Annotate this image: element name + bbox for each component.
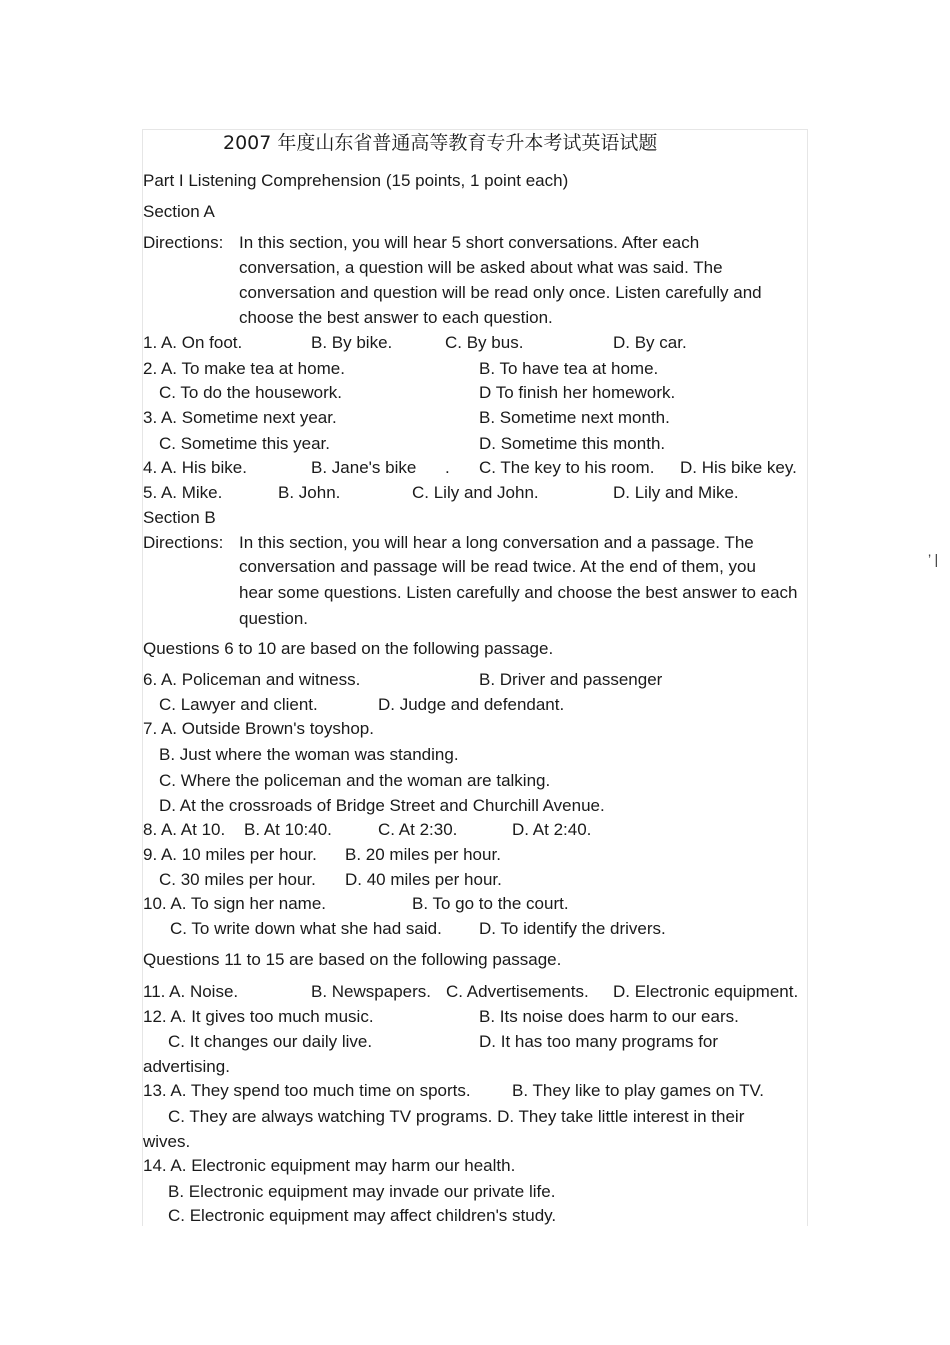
q2-option-d: D To finish her homework. [479, 383, 676, 402]
q13-option-cd: C. They are always watching TV programs. D. They take little interest in their [168, 1107, 745, 1126]
q8-option-d: D. At 2:40. [512, 820, 592, 839]
directions-line: hear some questions. Listen carefully and choose the best answer to each [239, 583, 798, 602]
q4-option-a: 4. A. His bike. [143, 458, 247, 477]
q4-option-d: D. His bike key. [680, 458, 797, 477]
q14-option-c: C. Electronic equipment may affect children's study. [168, 1206, 557, 1225]
q5-option-c: C. Lily and John. [412, 483, 539, 502]
passage-intro: Questions 6 to 10 are based on the following passage. [143, 639, 554, 658]
q7-option-d: D. At the crossroads of Bridge Street and Churchill Avenue. [159, 796, 605, 815]
q10-option-b: B. To go to the court. [412, 894, 569, 913]
q14-option-b: B. Electronic equipment may invade our private life. [168, 1182, 556, 1201]
q5-option-a: 5. A. Mike. [143, 483, 223, 502]
q9-option-b: B. 20 miles per hour. [345, 845, 501, 864]
part-heading: Part I Listening Comprehension (15 points, 1 point each) [143, 171, 569, 190]
q11-option-d: D. Electronic equipment. [613, 982, 799, 1001]
q13-option-a: 13. A. They spend too much time on sports. [143, 1081, 471, 1100]
section-b-heading: Section B [143, 508, 216, 527]
q4-stray-dot: . [445, 458, 450, 477]
directions-line: In this section, you will hear a long conversation and a passage. The [239, 533, 754, 552]
q1-option-b: B. By bike. [311, 333, 393, 352]
directions-line: conversation and passage will be read twice. At the end of them, you [239, 557, 756, 576]
q14-option-a: 14. A. Electronic equipment may harm our health. [143, 1156, 516, 1175]
q8-option-c: C. At 2:30. [378, 820, 458, 839]
q4-option-b: B. Jane's bike [311, 458, 417, 477]
q2-option-c: C. To do the housework. [159, 383, 343, 402]
q13-wrap: wives. [143, 1132, 191, 1151]
q5-option-b: B. John. [278, 483, 341, 502]
q5-option-d: D. Lily and Mike. [613, 483, 739, 502]
q12-option-b: B. Its noise does harm to our ears. [479, 1007, 739, 1026]
q13-option-b: B. They like to play games on TV. [512, 1081, 764, 1100]
q3-option-a: 3. A. Sometime next year. [143, 408, 337, 427]
q1-option-d: D. By car. [613, 333, 687, 352]
q9-option-d: D. 40 miles per hour. [345, 870, 502, 889]
q1-option-a: 1. A. On foot. [143, 333, 243, 352]
q12-option-c: C. It changes our daily live. [168, 1032, 373, 1051]
q9-option-a: 9. A. 10 miles per hour. [143, 845, 317, 864]
directions-line: In this section, you will hear 5 short conversations. After each [239, 233, 700, 252]
directions-line: choose the best answer to each question. [239, 308, 553, 327]
q6-option-a: 6. A. Policeman and witness. [143, 670, 361, 689]
directions-line: conversation and question will be read only once. Listen carefully and [239, 283, 762, 302]
q12-wrap: advertising. [143, 1057, 230, 1076]
q2-option-b: B. To have tea at home. [479, 359, 659, 378]
directions-label: Directions: [143, 533, 224, 552]
q2-option-a: 2. A. To make tea at home. [143, 359, 345, 378]
q10-option-d: D. To identify the drivers. [479, 919, 666, 938]
q6-option-d: D. Judge and defendant. [378, 695, 565, 714]
q12-option-d: D. It has too many programs for [479, 1032, 719, 1051]
q6-option-c: C. Lawyer and client. [159, 695, 318, 714]
page-title: 2007 年度山东省普通高等教育专升本考试英语试题 [223, 132, 658, 154]
q1-option-c: C. By bus. [445, 333, 524, 352]
q6-option-b: B. Driver and passenger [479, 670, 663, 689]
q8-option-b: B. At 10:40. [244, 820, 332, 839]
q7-option-a: 7. A. Outside Brown's toyshop. [143, 719, 374, 738]
q4-option-c: C. The key to his room. [479, 458, 655, 477]
directions-line: question. [239, 609, 308, 628]
q3-option-c: C. Sometime this year. [159, 434, 331, 453]
passage-intro: Questions 11 to 15 are based on the following passage. [143, 950, 562, 969]
q10-option-a: 10. A. To sign her name. [143, 894, 327, 913]
q11-option-a: 11. A. Noise. [143, 982, 239, 1001]
directions-label: Directions: [143, 233, 224, 252]
q7-option-c: C. Where the policeman and the woman are talking. [159, 771, 551, 790]
edge-mark: ’ | [928, 551, 939, 567]
q3-option-d: D. Sometime this month. [479, 434, 666, 453]
section-a-heading: Section A [143, 202, 215, 221]
q12-option-a: 12. A. It gives too much music. [143, 1007, 374, 1026]
q11-option-c: C. Advertisements. [446, 982, 589, 1001]
directions-line: conversation, a question will be asked about what was said. The [239, 258, 723, 277]
q9-option-c: C. 30 miles per hour. [159, 870, 316, 889]
q10-option-c: C. To write down what she had said. [170, 919, 442, 938]
q11-option-b: B. Newspapers. [311, 982, 431, 1001]
q7-option-b: B. Just where the woman was standing. [159, 745, 459, 764]
q3-option-b: B. Sometime next month. [479, 408, 670, 427]
q8-option-a: 8. A. At 10. [143, 820, 226, 839]
